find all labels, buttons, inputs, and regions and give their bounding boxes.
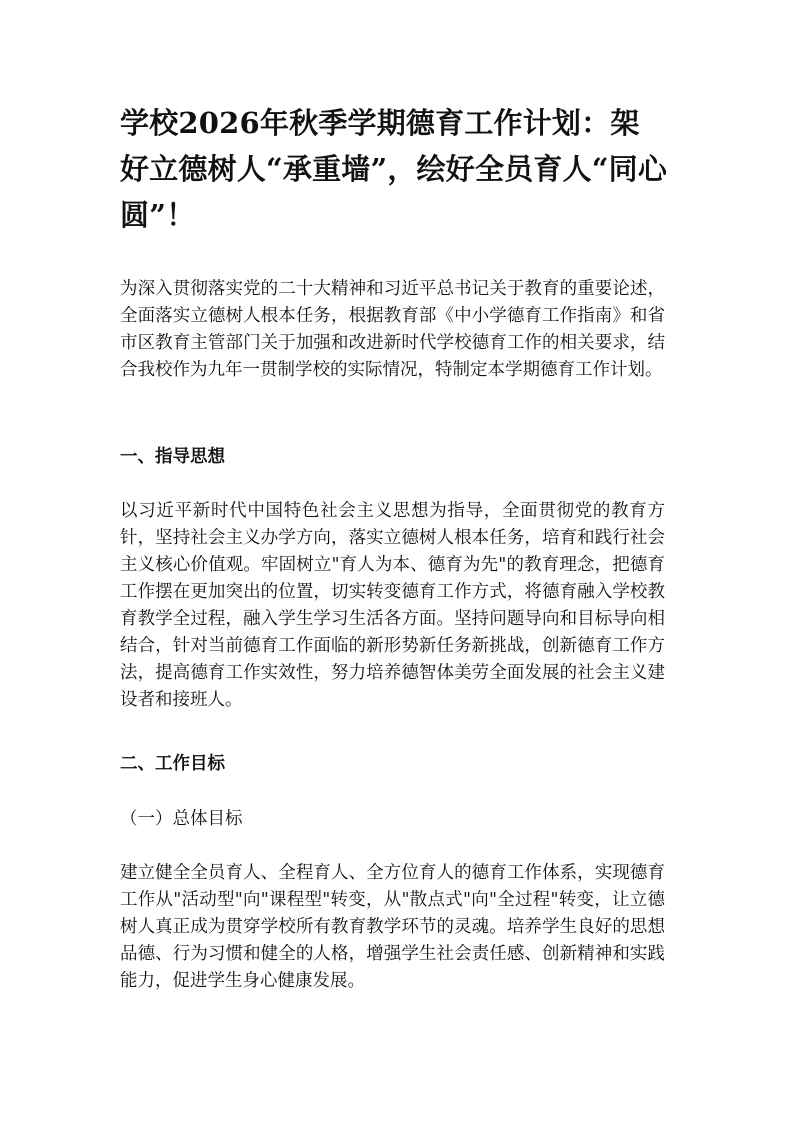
section-body-guiding-ideology: 以习近平新时代中国特色社会主义思想为指导，全面贯彻党的教育方针，坚持社会主义办学方向，落实立德树人根本任务，培育和践行社会主义核心价值观。牢固树立"育人为本、德育为先"的教育理念，把德育工作摆在更加突出的位置，切实转变德育工作方式，将德育融入学校教育教学全过程，融入学生学习生活各方面。坚持问题导向和目标导向相结合，针对当前德育工作面临的新形势新任务新挑战，创新德育工作方法，提高德育工作实效性，努力培养德智体美劳全面发展的社会主义建设者和接班人。	[120, 501, 665, 710]
section-heading-work-goals: 二、工作目标	[120, 754, 225, 774]
intro-paragraph: 为深入贯彻落实党的二十大精神和习近平总书记关于教育的重要论述，全面落实立德树人根本任务，根据教育部《中小学德育工作指南》和省市区教育主管部门关于加强和改进新时代学校德育工作的相关要求，结合我校作为九年一贯制学校的实际情况，特制定本学期德育工作计划。	[120, 279, 665, 380]
subsection-heading-overall-goals: （一）总体目标	[120, 809, 243, 829]
section-body-overall-goals: 建立健全全员育人、全程育人、全方位育人的德育工作体系，实现德育工作从"活动型"向"课程型"转变，从"散点式"向"全过程"转变，让立德树人真正成为贯穿学校所有教育教学环节的灵魂。培养学生良好的思想品德、行为习惯和健全的人格，增强学生社会责任感、创新精神和实践能力，促进学生身心健康发展。	[120, 863, 665, 991]
document-title: 学校2026年秋季学期德育工作计划：架好立德树人“承重墙”，绘好全员育人“同心圆”！	[120, 106, 668, 232]
section-heading-guiding-ideology: 一、指导思想	[120, 447, 225, 467]
